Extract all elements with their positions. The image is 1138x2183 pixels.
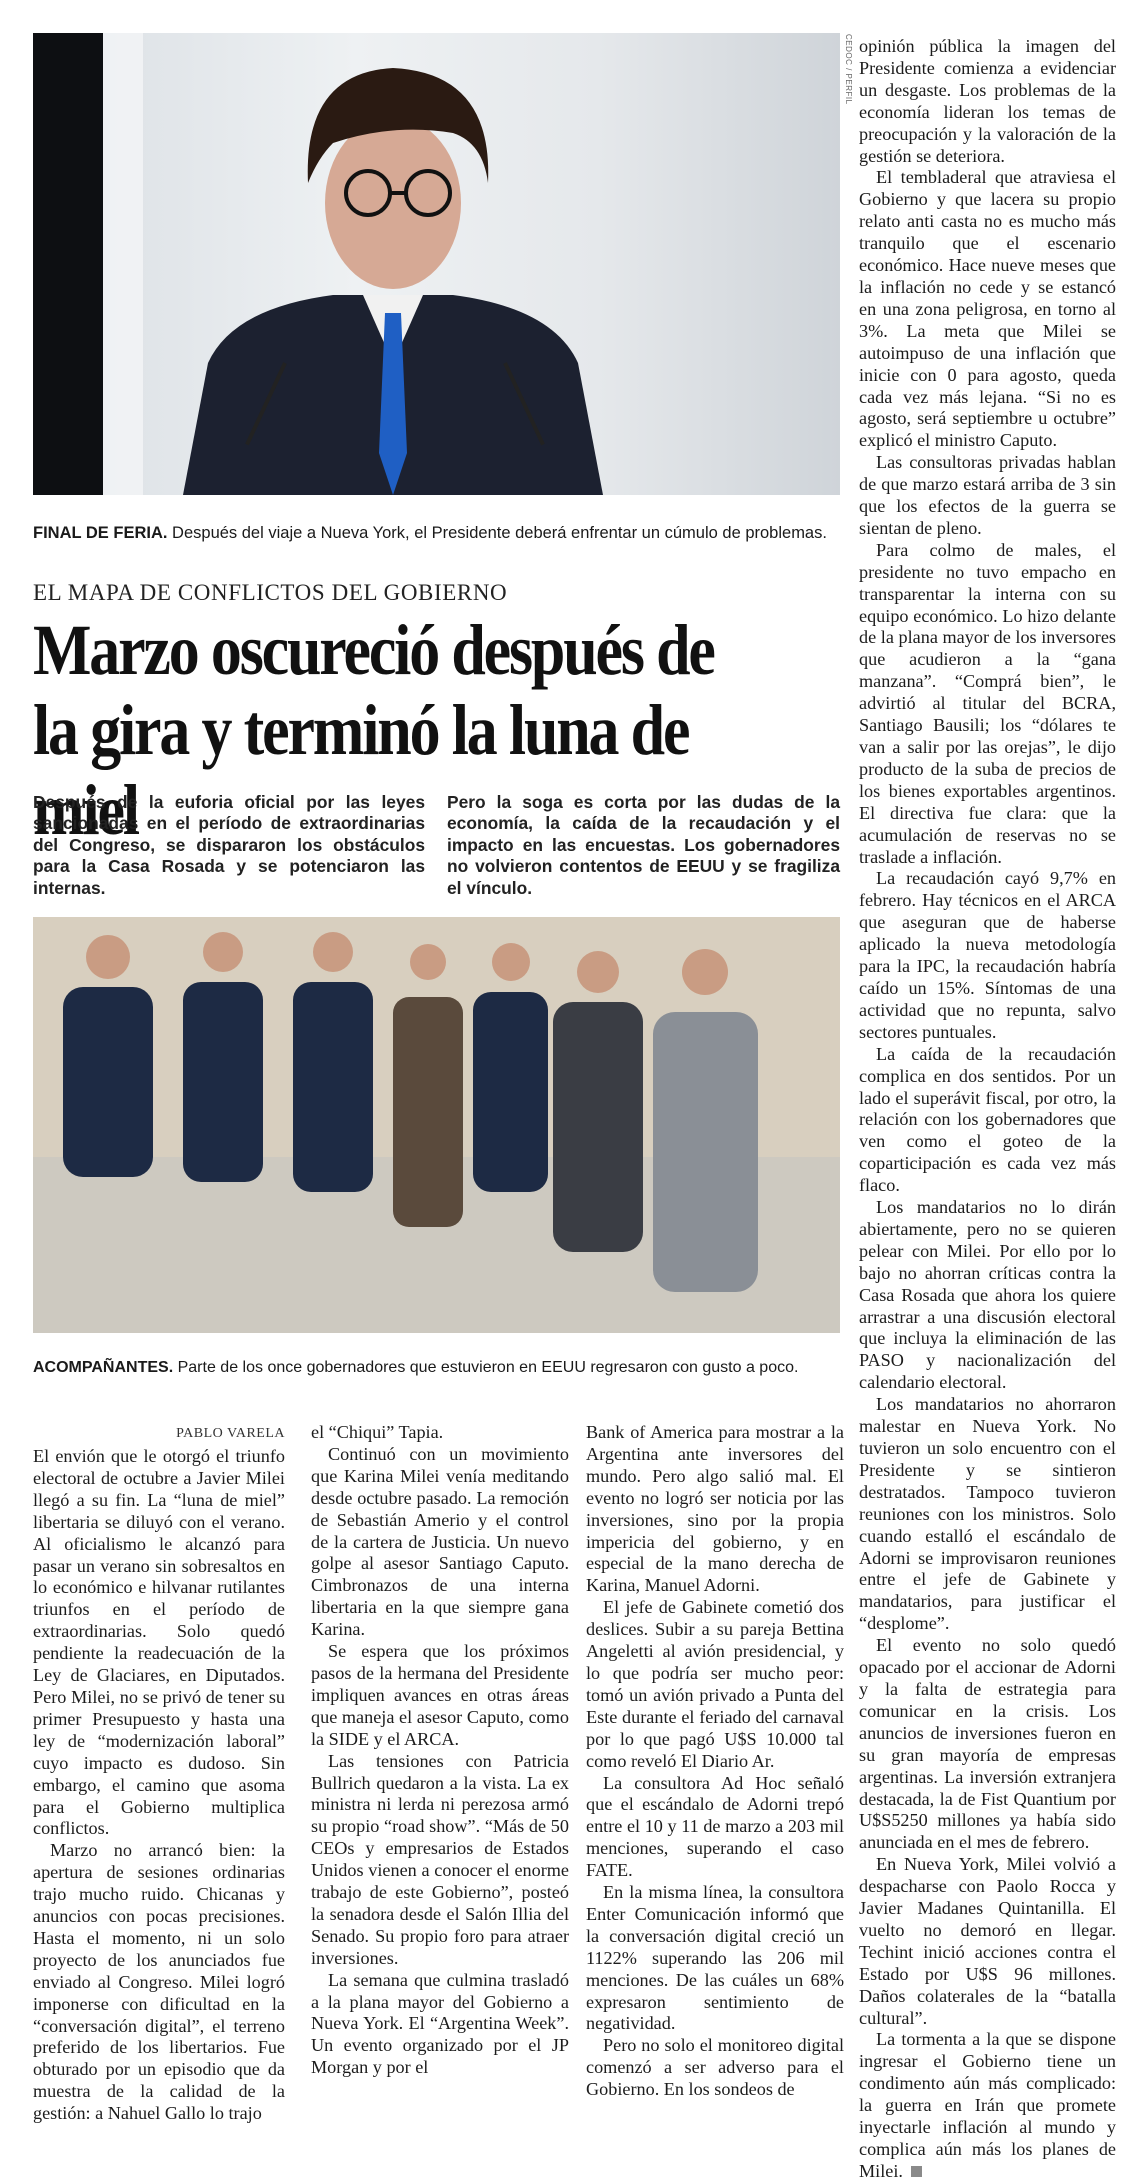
- main-photo: [33, 33, 840, 495]
- article-kicker: EL MAPA DE CONFLICTOS DEL GOBIERNO: [33, 580, 508, 605]
- paragraph: El jefe de Gabinete cometió dos deslices. Subir a su pareja Bettina Angeletti al avión presidencial, y lo que podría ser mucho peor: tomó un avión privado a Punta del Este durante el feriado del carnaval por lo que pagó U$S 10.000 tal como reveló El Diario Ar.: [586, 1597, 844, 1771]
- paragraph: El tembladeral que atraviesa el Gobierno y que lacera su propio relato anti casta no es mucho más tranquilo que el escenario económico. Hace nueve meses que la inflación no cede y se estancó en una zona peligrosa, en torno al 3%. La meta que Milei se autoimpuso de una inflación que inicie con 0 para agosto, queda cada vez más lejana. “Si no es agosto, será septiembre u octubre” explicó el ministro Caputo.: [859, 167, 1116, 451]
- photo-caption: [33, 522, 863, 544]
- photo2-caption: [33, 1357, 863, 1379]
- paragraph-text: La tormenta a la que se dispone ingresar el Gobierno tiene un condimento aún más complicado: la guerra en Irán que promete inyectarle inflación al mundo y complica aún más los planes de Milei.: [859, 2029, 1116, 2181]
- caption2-label: ACOMPAÑANTES.: [33, 1359, 174, 1376]
- lead-paragraph-right: Pero la soga es corta por las dudas de la economía, la caída de la recaudación y el impacto en las encuestas. Los gobernadores no volvieron contentos de EEUU y se fragiliza el vínculo.: [447, 792, 840, 898]
- lead-paragraph-left: Después de la euforia oficial por las leyes sancionadas en el período de extraordinarias del Congreso, se dispararon los obstáculos para la Casa Rosada y se potenciaron las internas.: [33, 792, 425, 898]
- paragraph: Pero no solo el monitoreo digital comenzó a ser adverso para el Gobierno. En los sondeos de: [586, 2035, 844, 2100]
- paragraph: En la misma línea, la consultora Enter Comunicación informó que la conversación digital creció un 1122% superando las 206 mil menciones. De las cuáles un 68% expresaron sentimiento de negatividad.: [586, 1882, 844, 2034]
- body-column-2: [311, 1422, 569, 2079]
- paragraph: el “Chiqui” Tapia.: [311, 1422, 444, 1442]
- body-column-1: [33, 1446, 285, 2125]
- paragraph: Continuó con un movimiento que Karina Milei venía meditando desde octubre pasado. La remoción de Sebastián Amerio y el control de la cartera de Justicia. Un nuevo golpe al asesor Santiago Caputo. Cimbronazos de una interna libertaria en la que siempre gana Karina.: [311, 1443, 569, 1640]
- caption-label: FINAL DE FERIA.: [33, 524, 168, 542]
- caption2-text: Parte de los once gobernadores que estuvieron en EEUU regresaron con gusto a poco.: [177, 1359, 799, 1376]
- body-column-3: [586, 1422, 844, 2101]
- photo-credit: CEDOC / PERFIL: [844, 34, 853, 105]
- paragraph: Las consultoras privadas hablan de que marzo estará arriba de 3 sin que los efectos de la guerra se sientan de pleno.: [859, 452, 1116, 538]
- paragraph: Bank of America para mostrar a la Argentina ante inversores del mundo. Pero algo salió mal. El evento no logró ser noticia por las inversiones, sino por la propia impericia del gobierno, y en especial de la mano derecha de Karina, Manuel Adorni.: [586, 1422, 844, 1596]
- end-of-article-mark: [911, 2166, 922, 2177]
- paragraph: La recaudación cayó 9,7% en febrero. Hay técnicos en el ARCA que aseguran que de haberse aplicado la nueva metodología para la IPC, la recaudación habría caído un 15%. Síntomas de una actividad que no repunta, salvo sectores puntuales.: [859, 868, 1116, 1042]
- caption-text: Después del viaje a Nueva York, el Presidente deberá enfrentar un cúmulo de problemas.: [172, 524, 827, 542]
- paragraph: opinión pública la imagen del Presidente comienza a evidenciar un desgaste. Los problemas de la economía lideran los temas de preocupación y la valoración de la gestión se deteriora.: [859, 36, 1116, 166]
- paragraph-final: [859, 2029, 1116, 2182]
- governors-photo: [33, 917, 840, 1333]
- body-column-4: [859, 36, 1116, 2183]
- paragraph: El envión que le otorgó el triunfo electoral de octubre a Javier Milei llegó a su fin. La “luna de miel” libertaria se diluyó con el verano. Al oficialismo le alcanzó para pasar un verano sin sobresaltos en lo económico e hilvanar rutilantes triunfos en el período de extraordinarias. Solo quedó pendiente la readecuación de la Ley de Glaciares, en Diputados. Pero Milei, no se privó de tener su primer Presupuesto y hasta una ley de “modernización laboral” cuyo impacto es dudoso. Sin embargo, el camino que asoma para el Gobierno multiplica conflictos.: [33, 1446, 285, 1839]
- byline: PABLO VARELA: [176, 1426, 285, 1441]
- paragraph: Las tensiones con Patricia Bullrich quedaron a la vista. La ex ministra ni lerda ni perezosa armó su propio “road show”. “Más de 50 CEOs y empresarios de Estados Unidos vienen a conocer el enorme trabajo de este Gobierno”, posteó la senadora desde el Salón Illia del Senado. Su propio foro para atraer inversiones.: [311, 1750, 569, 1968]
- paragraph: Los mandatarios no lo dirán abiertamente, pero no se quieren pelear con Milei. Por ello por lo bajo no ahorran críticas contra la Casa Rosada que ahora los quiere arrastrar a una discusión electoral que incluya la eliminación de las PASO y nacionalización del calendario electoral.: [859, 1197, 1116, 1393]
- article-headline: Marzo oscureció después de la gira y terminó la luna de miel: [33, 610, 714, 850]
- paragraph: Se espera que los próximos pasos de la hermana del Presidente impliquen avances en otras áreas que maneja el asesor Caputo, como la SIDE y el ARCA.: [311, 1641, 569, 1749]
- paragraph: Marzo no arrancó bien: la apertura de sesiones ordinarias trajo mucho ruido. Chicanas y anuncios con pocas precisiones. Hasta el momento, ni un solo proyecto de los anunciados fue enviado al Congreso. Milei logró imponerse con dificultad en la “conversación digital”, el terreno preferido de los libertarios. Fue obturado por un episodio que da muestra de la calidad de la gestión: a Nahuel Gallo lo trajo: [33, 1840, 285, 2124]
- paragraph: La consultora Ad Hoc señaló que el escándalo de Adorni trepó entre el 10 y 11 de marzo a 203 mil menciones, superando el caso FATE.: [586, 1772, 844, 1881]
- group-figures: [33, 917, 840, 1333]
- paragraph: El evento no solo quedó opacado por el accionar de Adorni y la falta de estrategia para comunicar en la crisis. Los anuncios de inversiones fueron en su gran mayoría de empresas argentinas. La inversión extranjera destacada, la de Fist Quantium por U$S5250 millones ya había sido anunciada en el mes de febrero.: [859, 1635, 1116, 1853]
- paragraph: Para colmo de males, el presidente no tuvo empacho en transparentar la interna con su equipo económico. Lo hizo delante de la plana mayor de los inversores que acudieron a la “gana manzana”. “Comprá bien”, le advirtió al titular del BCRA, Santiago Bausili; los “dólares te van a salir por las orejas”, le dijo producto de la suba de precios de los bienes exportables argentinos. El directiva fue clara: que la acumulación de reservas no se traslade a inflación.: [859, 539, 1116, 867]
- paragraph: Los mandatarios no ahorraron malestar en Nueva York. No tuvieron un solo encuentro con el Presidente y se sintieron destratados. Tampoco tuvieron reuniones con los ministros. Solo cuando estalló el escándalo de Adorni se improvisaron reuniones entre el jefe de Gabinete y mandatarios, para justificar el “desplome”.: [859, 1394, 1116, 1634]
- paragraph: La semana que culmina trasladó a la plana mayor del Gobierno a Nueva York. El “Argentina Week”. Un evento organizado por el JP Morgan y por el: [311, 1969, 569, 2078]
- paragraph: En Nueva York, Milei volvió a despacharse con Paolo Rocca y Javier Madanes Quintanilla. El vuelto no demoró en llegar. Techint inició acciones contra el Estado por U$S 96 millones. Daños colaterales de la “batalla cultural”.: [859, 1854, 1116, 2028]
- paragraph: La caída de la recaudación complica en dos sentidos. Por un lado el superávit fiscal, por otro, la relación con los gobernadores que ven como el goteo de la coparticipación es cada vez más flaco.: [859, 1043, 1116, 1196]
- president-figure: [33, 33, 840, 495]
